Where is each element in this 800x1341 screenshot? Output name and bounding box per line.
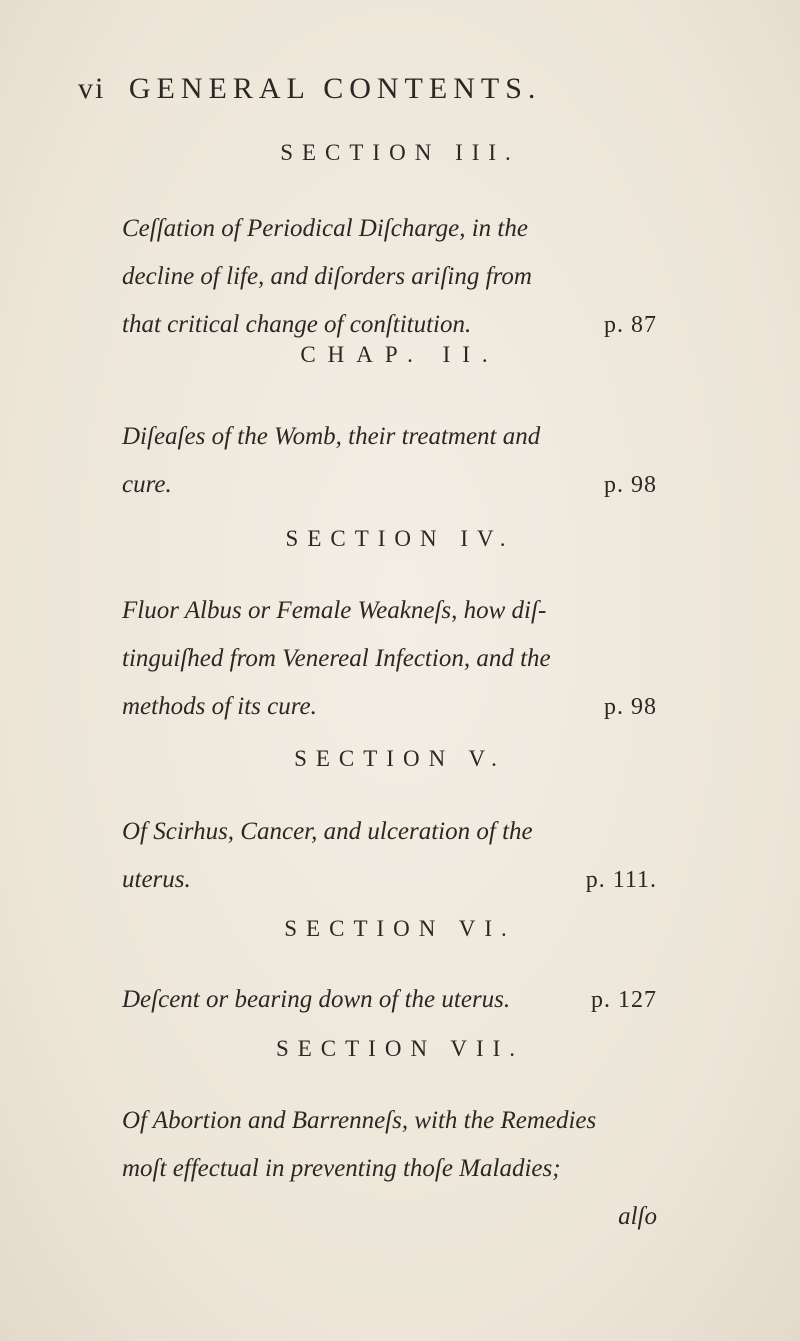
section-heading-iii: SECTION III. bbox=[280, 140, 520, 165]
section-heading-vi: SECTION VI. bbox=[284, 916, 516, 941]
entry-line: Fluor Albus or Female Weakneſs, how diſ- bbox=[122, 597, 547, 624]
entry-line: Of Abortion and Barrenneſs, with the Remedies bbox=[122, 1107, 597, 1134]
section-heading-vii: SECTION VII. bbox=[275, 1036, 525, 1061]
contents-entry-chap-ii bbox=[122, 413, 657, 509]
catchword-line bbox=[122, 1193, 657, 1241]
entry-line-last bbox=[122, 856, 657, 904]
entry-line: Of Scirhus, Cancer, and ulceration of the bbox=[122, 818, 533, 845]
section-heading-iv: SECTION IV. bbox=[285, 526, 515, 551]
page-reference: p. 127 bbox=[591, 987, 657, 1013]
page-reference: p. 87 bbox=[604, 312, 657, 338]
entry-line: cure. bbox=[122, 471, 172, 498]
contents-entry-section-iii bbox=[122, 205, 657, 349]
entry-line-last bbox=[122, 461, 657, 509]
contents-entry-section-v bbox=[122, 808, 657, 904]
contents-entry-section-vi bbox=[122, 976, 657, 1024]
entry-line: Ceſſation of Periodical Diſcharge, in the bbox=[122, 215, 528, 242]
contents-entry-section-iv bbox=[122, 587, 657, 731]
section-heading-v: SECTION V. bbox=[294, 746, 506, 771]
page-reference: p. 98 bbox=[604, 472, 657, 498]
entry-line: moſt effectual in preventing thoſe Maladies; bbox=[122, 1155, 561, 1182]
entry-line: methods of its cure. bbox=[122, 693, 317, 720]
chapter-heading-ii: CHAP. II. bbox=[300, 342, 500, 367]
entry-line: tinguiſhed from Venereal Infection, and the bbox=[122, 645, 551, 672]
page-reference: p. 98 bbox=[604, 694, 657, 720]
contents-entry-section-vii bbox=[122, 1097, 657, 1241]
entry-line: Deſcent or bearing down of the uterus. bbox=[122, 986, 511, 1013]
entry-line: decline of life, and diſorders ariſing from bbox=[122, 263, 532, 290]
page-reference: p. 111. bbox=[585, 867, 657, 893]
catchword: alſo bbox=[618, 1203, 657, 1230]
page-folio: vi bbox=[78, 72, 106, 105]
entry-line: that critical change of conſtitution. bbox=[122, 311, 472, 338]
entry-line-last bbox=[122, 683, 657, 731]
entry-line: Diſeaſes of the Womb, their treatment and bbox=[122, 423, 541, 450]
running-title: GENERAL CONTENTS. bbox=[128, 72, 542, 105]
entry-line: uterus. bbox=[122, 866, 191, 893]
running-head bbox=[78, 72, 718, 106]
entry-line-last bbox=[122, 976, 657, 1024]
